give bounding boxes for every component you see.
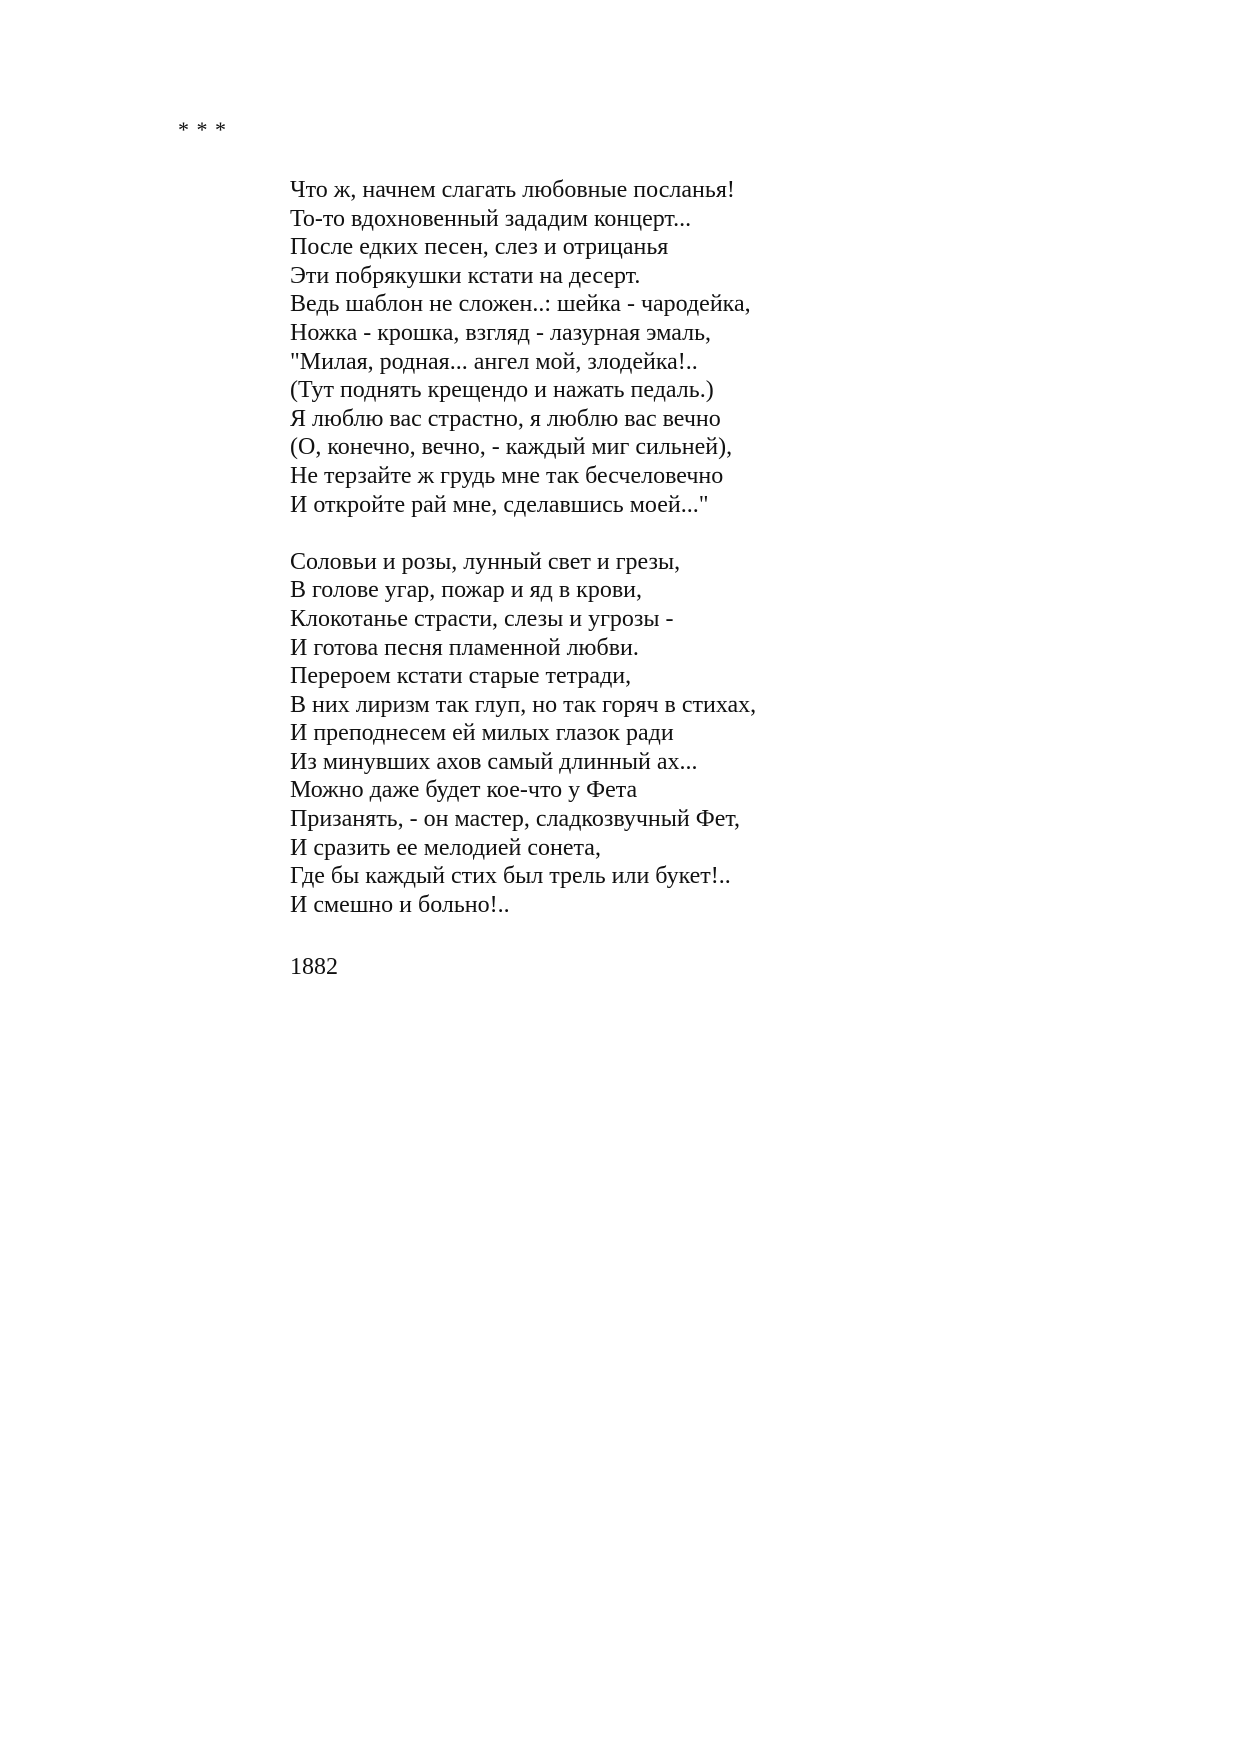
poem-line: Что ж, начнем слагать любовные посланья! xyxy=(290,177,735,203)
poem-line: Где бы каждый стих был трель или букет!.. xyxy=(290,863,731,890)
poem-line: (О, конечно, вечно, - каждый миг сильней), xyxy=(290,434,733,461)
poem-line: Из минувших ахов самый длинный ах... xyxy=(290,748,698,775)
section-separator: * * * xyxy=(178,117,227,142)
poem-line: И откройте рай мне, сделавшись моей..." xyxy=(290,491,709,518)
poem-line: В голове угар, пожар и яд в крови, xyxy=(290,577,642,604)
stanza-2 xyxy=(290,548,1090,920)
poem-line: Призанять, - он мастер, сладкозвучный Фет, xyxy=(290,806,741,833)
poem-line: Ножка - крошка, взгляд - лазурная эмаль, xyxy=(290,319,712,346)
poem-line: "Милая, родная... ангел мой, злодейка!.. xyxy=(290,348,698,375)
poem-line: Перероем кстати старые тетради, xyxy=(290,663,632,690)
poem-line: В них лиризм так глуп, но так горяч в стихах, xyxy=(290,691,757,718)
poem-line: Соловьи и розы, лунный свет и грезы, xyxy=(290,548,681,575)
poem-line: Эти побрякушки кстати на десерт. xyxy=(290,262,641,289)
poem-line: И преподнесем ей милых глазок ради xyxy=(290,720,674,747)
poem-line: Не терзайте ж грудь мне так бесчеловечно xyxy=(290,462,724,489)
poem-line: Клокотанье страсти, слезы и угрозы - xyxy=(290,605,674,632)
poem-date: 1882 xyxy=(290,954,338,980)
poem-line: (Тут поднять крещендо и нажать педаль.) xyxy=(290,377,714,404)
poem-line: Можно даже будет кое-что у Фета xyxy=(290,777,638,804)
poem-line: И смешно и больно!.. xyxy=(290,891,510,918)
stanza-1 xyxy=(290,176,1090,519)
poem-line: После едких песен, слез и отрицанья xyxy=(290,234,669,261)
poem-line: И готова песня пламенной любви. xyxy=(290,634,639,661)
poem-line: То-то вдохновенный зададим концерт... xyxy=(290,205,692,232)
poem-line: Ведь шаблон не сложен..: шейка - чародейка, xyxy=(290,291,751,318)
poem-line: Я люблю вас страстно, я люблю вас вечно xyxy=(290,405,721,432)
poem-body xyxy=(290,176,1090,919)
poem-line: И сразить ее мелодией сонета, xyxy=(290,834,601,861)
